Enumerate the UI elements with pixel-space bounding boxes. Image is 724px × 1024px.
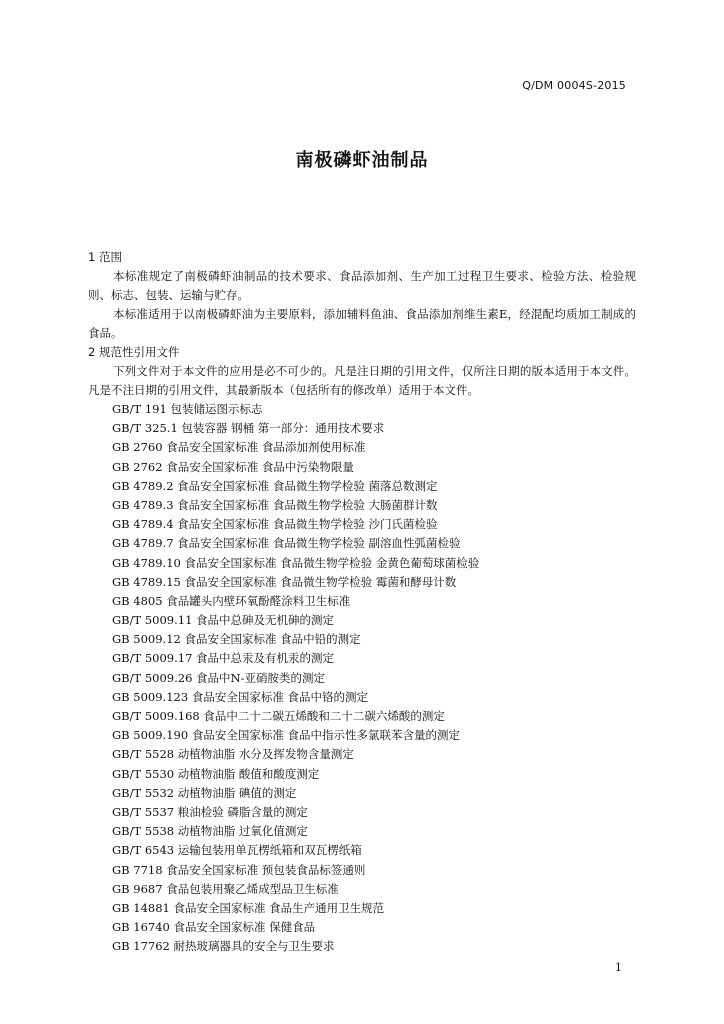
reference-item: GB 16740 食品安全国家标准 保健食品 bbox=[112, 920, 316, 935]
reference-item: GB 7718 食品安全国家标准 预包装食品标签通则 bbox=[112, 862, 366, 877]
document-title: 南极磷虾油制品 bbox=[295, 150, 429, 171]
reference-item: GB/T 5009.11 食品中总砷及无机砷的测定 bbox=[112, 613, 335, 628]
reference-item: GB 2762 食品安全国家标准 食品中污染物限量 bbox=[112, 459, 354, 474]
section-heading-scope: 1 范围 bbox=[88, 250, 122, 264]
reference-item: GB/T 5528 动植物油脂 水分及挥发物含量测定 bbox=[112, 747, 354, 762]
reference-item: GB 4789.3 食品安全国家标准 食品微生物学检验 大肠菌群计数 bbox=[112, 497, 438, 512]
reference-item: GB 4789.7 食品安全国家标准 食品微生物学检验 副溶血性弧菌检验 bbox=[112, 536, 461, 551]
reference-item: GB/T 191 包装储运图示标志 bbox=[112, 402, 263, 416]
reference-item: GB 4789.10 食品安全国家标准 食品微生物学检验 金黄色葡萄球菌检验 bbox=[112, 555, 480, 570]
reference-item: GB/T 5009.17 食品中总汞及有机汞的测定 bbox=[112, 651, 335, 666]
reference-item: GB 4789.4 食品安全国家标准 食品微生物学检验 沙门氏菌检验 bbox=[112, 517, 438, 532]
reference-item: GB 5009.12 食品安全国家标准 食品中铅的测定 bbox=[112, 632, 361, 647]
reference-item: GB/T 5537 粮油检验 磷脂含量的测定 bbox=[112, 804, 308, 819]
reference-item: GB/T 5009.168 食品中二十二碳五烯酸和二十二碳六烯酸的测定 bbox=[112, 709, 445, 723]
reference-item: GB/T 5532 动植物油脂 碘值的测定 bbox=[112, 785, 297, 800]
reference-item: GB 14881 食品安全国家标准 食品生产通用卫生规范 bbox=[112, 900, 385, 915]
reference-item: GB 4805 食品罐头内壁环氧酚醛涂料卫生标准 bbox=[112, 593, 351, 608]
reference-list bbox=[88, 400, 636, 956]
reference-item: GB/T 5009.26 食品中N-亚硝胺类的测定 bbox=[112, 670, 325, 685]
reference-item: GB 9687 食品包装用聚乙烯成型品卫生标准 bbox=[112, 881, 339, 896]
scope-paragraph: 本标准规定了南极磷虾油制品的技术要求、食品添加剂、生产加工过程卫生要求、检验方法、检验规则、标志、包装、运输与贮存。 bbox=[88, 269, 636, 302]
reference-item: GB 5009.123 食品安全国家标准 食品中铬的测定 bbox=[112, 689, 368, 704]
reference-item: GB 4789.15 食品安全国家标准 食品微生物学检验 霉菌和酵母计数 bbox=[112, 574, 457, 589]
reference-item: GB/T 5538 动植物油脂 过氧化值测定 bbox=[112, 824, 308, 839]
section-heading-normative-references: 2 规范性引用文件 bbox=[88, 345, 180, 359]
document-body bbox=[88, 248, 636, 956]
references-intro-paragraph: 下列文件对于本文件的应用是必不可少的。凡是注日期的引用文件，仅所注日期的版本适用于本文件。凡是不注日期的引用文件，其最新版本（包括所有的修改单）适用于本文件。 bbox=[88, 364, 636, 397]
reference-item: GB 4789.2 食品安全国家标准 食品微生物学检验 菌落总数测定 bbox=[112, 478, 438, 493]
reference-item: GB 5009.190 食品安全国家标准 食品中指示性多氯联苯含量的测定 bbox=[112, 728, 460, 743]
document-code: Q/DM 0004S-2015 bbox=[522, 79, 626, 92]
reference-item: GB/T 325.1 包装容器 钢桶 第一部分：通用技术要求 bbox=[112, 421, 385, 436]
reference-item: GB 2760 食品安全国家标准 食品添加剂使用标准 bbox=[112, 440, 366, 455]
reference-item: GB 17762 耐热玻璃器具的安全与卫生要求 bbox=[112, 939, 335, 954]
reference-item: GB/T 6543 运输包装用单瓦楞纸箱和双瓦楞纸箱 bbox=[112, 843, 362, 858]
scope-paragraph: 本标准适用于以南极磷虾油为主要原料，添加辅料鱼油、食品添加剂维生素E，经混配均质加工制成的食品。 bbox=[88, 307, 636, 340]
reference-item: GB/T 5530 动植物油脂 酸值和酸度测定 bbox=[112, 766, 320, 781]
page-number: 1 bbox=[615, 961, 622, 974]
